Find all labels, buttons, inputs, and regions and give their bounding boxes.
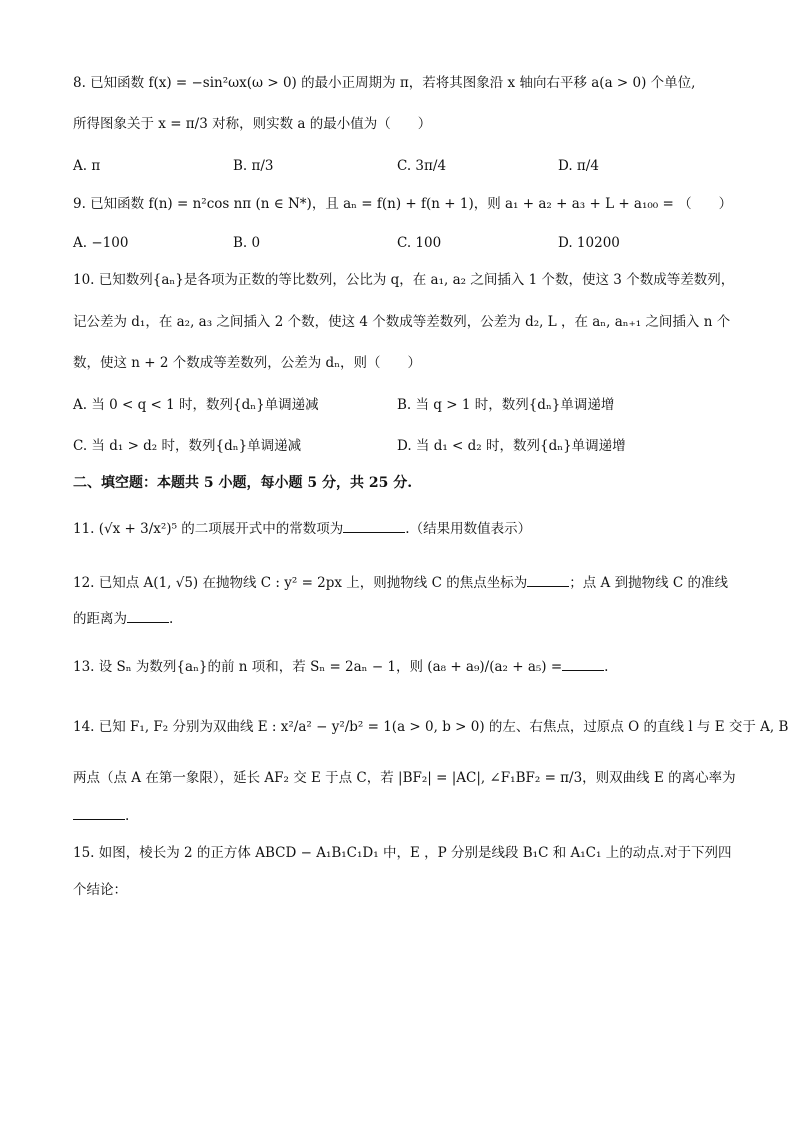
q10-option-d: D. 当 d₁ < d₂ 时，数列{dₙ}单调递增 (397, 438, 626, 454)
q13-answer-blank (562, 670, 604, 671)
q10-option-c: C. 当 d₁ > d₂ 时，数列{dₙ}单调递减 (73, 438, 302, 454)
q11-text: 11. (√x + 3/x²)⁵ 的二项展开式中的常数项为 (73, 521, 344, 537)
q14-line1: 14. 已知 F₁, F₂ 分别为双曲线 E : x²/a² − y²/b² = 1(a > 0, b > 0) 的左、右焦点，过原点 O 的直线 l 与 E 交于 A, B (73, 719, 789, 735)
q9-option-d: D. 10200 (558, 235, 620, 251)
q9-option-b: B. 0 (233, 235, 261, 251)
q12-line1 (73, 575, 728, 591)
q8-option-c: C. 3π/4 (397, 158, 447, 174)
q8-line2: 所得图象关于 x = π/3 对称，则实数 a 的最小值为（ ） (73, 116, 432, 132)
q12-answer-blank-2 (127, 622, 169, 623)
q11-tail: .（结果用数值表示） (405, 521, 532, 537)
q9-option-a: A. −100 (73, 235, 129, 251)
q15-line2: 个结论： (73, 882, 127, 898)
q8-option-b: B. π/3 (233, 158, 274, 174)
q10-line3: 数，使这 n + 2 个数成等差数列，公差为 dₙ，则（ ） (73, 355, 422, 371)
section-heading: 二、填空题：本题共 5 小题，每小题 5 分，共 25 分. (73, 475, 413, 491)
q9-option-c: C. 100 (397, 235, 442, 251)
q10-line1: 10. 已知数列{aₙ}是各项为正数的等比数列，公比为 q，在 a₁, a₂ 之间插入 1 个数，使这 3 个数成等差数列， (73, 272, 735, 288)
q13-text: 13. 设 Sₙ 为数列{aₙ}的前 n 项和，若 Sₙ = 2aₙ − 1，则 (a₈ + a₉)/(a₂ + a₅) = (73, 659, 563, 675)
q13-tail: . (604, 659, 609, 675)
q12-text: 12. 已知点 A(1, √5) 在抛物线 C : y² = 2px 上，则抛物线 C 的焦点坐标为 (73, 575, 528, 591)
q10-line2: 记公差为 d₁，在 a₂, a₃ 之间插入 2 个数，使这 4 个数成等差数列，公差为 d₂, L ，在 aₙ, aₙ₊₁ 之间插入 n 个 (73, 314, 731, 330)
q8-option-a: A. π (73, 158, 101, 174)
q12-line2-text: 的距离为 (73, 611, 127, 627)
q12-mid: ；点 A 到抛物线 C 的准线 (569, 575, 728, 591)
q11-answer-blank (343, 532, 405, 533)
q14-line2: 两点（点 A 在第一象限），延长 AF₂ 交 E 于点 C，若 |BF₂| = |AC|, ∠F₁BF₂ = π/3，则双曲线 E 的离心率为 (73, 770, 736, 786)
q10-option-a: A. 当 0 < q < 1 时，数列{dₙ}单调递减 (73, 397, 319, 413)
q15-line1: 15. 如图，棱长为 2 的正方体 ABCD − A₁B₁C₁D₁ 中，E ，P 分别是线段 B₁C 和 A₁C₁ 上的动点.对于下列四 (73, 845, 732, 861)
q12-line2 (73, 611, 173, 627)
q12-answer-blank-1 (527, 586, 569, 587)
q8-line1: 8. 已知函数 f(x) = −sin²ωx(ω > 0) 的最小正周期为 π，若将其图象沿 x 轴向右平移 a(a > 0) 个单位, (73, 75, 696, 91)
q8-option-d: D. π/4 (558, 158, 599, 174)
q12-tail: . (169, 611, 174, 627)
q9-line1: 9. 已知函数 f(n) = n²cos nπ (n ∈ N*)，且 aₙ = f(n) + f(n + 1)，则 a₁ + a₂ + a₃ + L + a₁₀₀ = （ ） (73, 196, 733, 212)
q13-line (73, 659, 608, 675)
q14-tail: . (125, 808, 130, 824)
q14-line3 (73, 808, 129, 824)
q11-line (73, 521, 531, 537)
q10-option-b: B. 当 q > 1 时，数列{dₙ}单调递增 (397, 397, 615, 413)
q14-answer-blank (73, 819, 125, 820)
